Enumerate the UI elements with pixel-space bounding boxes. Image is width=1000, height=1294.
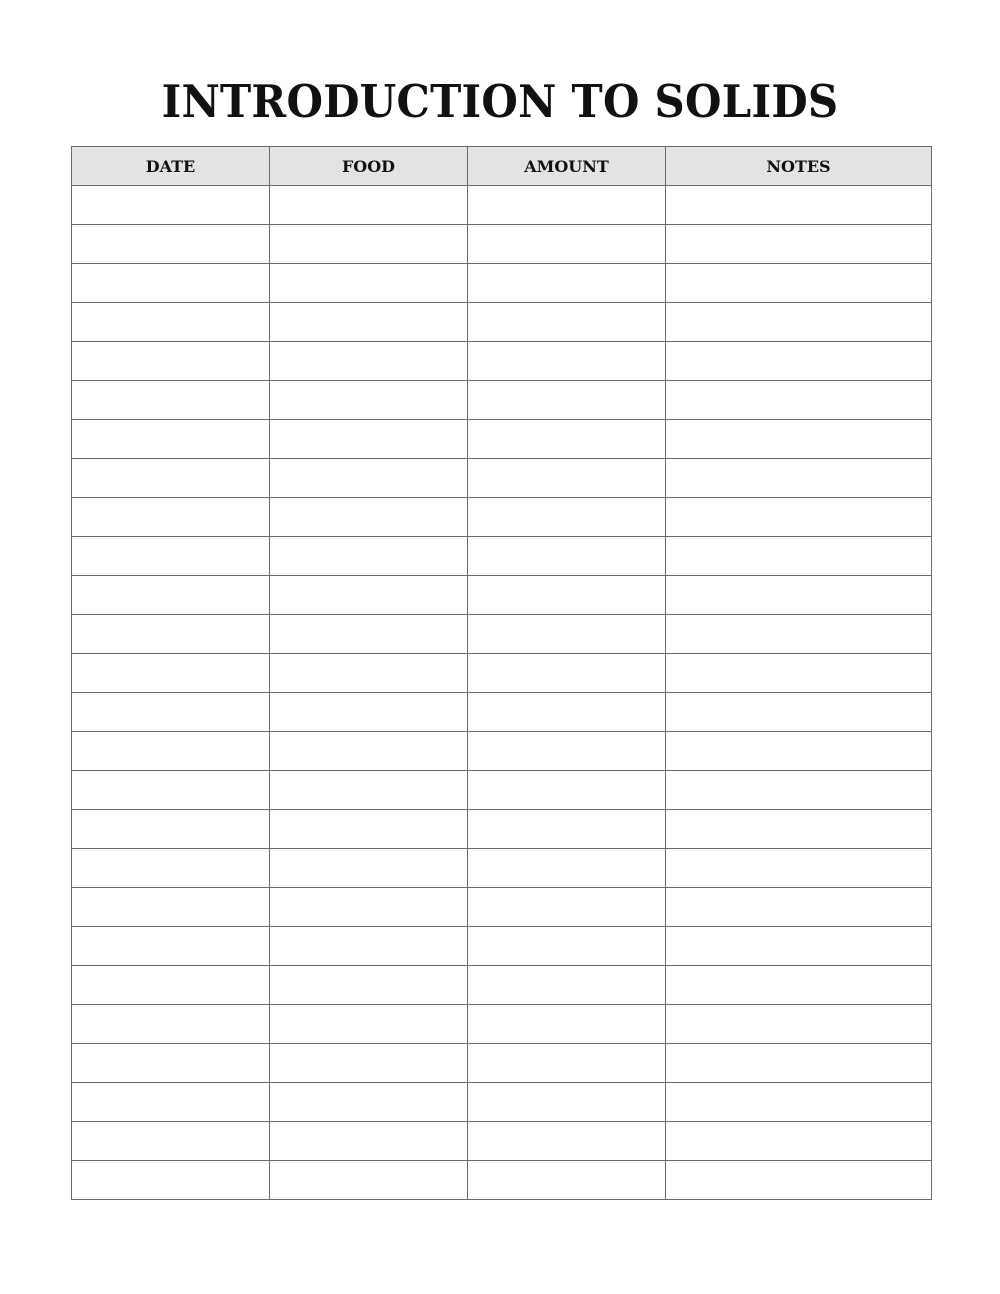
table-header-row	[72, 147, 932, 186]
cell-notes	[666, 966, 932, 1005]
table-row	[72, 576, 932, 615]
amount-entry-field[interactable]	[468, 693, 665, 731]
notes-entry-field[interactable]	[666, 225, 931, 263]
cell-date	[72, 693, 270, 732]
cell-food	[270, 576, 468, 615]
cell-food	[270, 771, 468, 810]
food-entry-field[interactable]	[270, 303, 467, 341]
column-header-amount: AMOUNT	[468, 147, 666, 186]
column-header-notes: NOTES	[666, 147, 932, 186]
date-entry-field[interactable]	[72, 186, 269, 224]
date-entry-field[interactable]	[72, 732, 269, 770]
food-entry-field[interactable]	[270, 381, 467, 419]
cell-amount	[468, 1044, 666, 1083]
amount-entry-field[interactable]	[468, 1044, 665, 1082]
notes-entry-field[interactable]	[666, 498, 931, 536]
cell-amount	[468, 693, 666, 732]
cell-date	[72, 966, 270, 1005]
cell-date	[72, 927, 270, 966]
cell-notes	[666, 498, 932, 537]
food-entry-field[interactable]	[270, 1005, 467, 1043]
column-header-food: FOOD	[270, 147, 468, 186]
amount-entry-field[interactable]	[468, 225, 665, 263]
notes-entry-field[interactable]	[666, 381, 931, 419]
table-row	[72, 732, 932, 771]
table-row	[72, 264, 932, 303]
cell-notes	[666, 615, 932, 654]
cell-notes	[666, 810, 932, 849]
cell-amount	[468, 537, 666, 576]
food-entry-field[interactable]	[270, 1044, 467, 1082]
date-entry-field[interactable]	[72, 264, 269, 302]
table-row	[72, 1161, 932, 1200]
date-entry-field[interactable]	[72, 1005, 269, 1043]
cell-date	[72, 225, 270, 264]
cell-food	[270, 615, 468, 654]
cell-date	[72, 1005, 270, 1044]
cell-amount	[468, 1083, 666, 1122]
cell-date	[72, 381, 270, 420]
cell-notes	[666, 888, 932, 927]
cell-notes	[666, 342, 932, 381]
cell-food	[270, 810, 468, 849]
cell-food	[270, 693, 468, 732]
amount-entry-field[interactable]	[468, 810, 665, 848]
cell-amount	[468, 927, 666, 966]
cell-notes	[666, 459, 932, 498]
cell-food	[270, 888, 468, 927]
cell-food	[270, 381, 468, 420]
notes-entry-field[interactable]	[666, 693, 931, 731]
notes-entry-field[interactable]	[666, 1044, 931, 1082]
food-entry-field[interactable]	[270, 498, 467, 536]
table-row	[72, 498, 932, 537]
table-row	[72, 1005, 932, 1044]
cell-food	[270, 927, 468, 966]
table-row	[72, 771, 932, 810]
cell-food	[270, 1122, 468, 1161]
cell-amount	[468, 576, 666, 615]
cell-notes	[666, 732, 932, 771]
table-row	[72, 303, 932, 342]
cell-food	[270, 186, 468, 225]
notes-entry-field[interactable]	[666, 732, 931, 770]
amount-entry-field[interactable]	[468, 849, 665, 887]
notes-entry-field[interactable]	[666, 927, 931, 965]
table-row	[72, 849, 932, 888]
date-entry-field[interactable]	[72, 927, 269, 965]
table-row	[72, 693, 932, 732]
cell-notes	[666, 576, 932, 615]
table-row	[72, 810, 932, 849]
food-entry-field[interactable]	[270, 615, 467, 653]
date-entry-field[interactable]	[72, 966, 269, 1004]
cell-date	[72, 1161, 270, 1200]
cell-date	[72, 1083, 270, 1122]
notes-entry-field[interactable]	[666, 654, 931, 692]
cell-date	[72, 498, 270, 537]
amount-entry-field[interactable]	[468, 771, 665, 809]
amount-entry-field[interactable]	[468, 654, 665, 692]
food-entry-field[interactable]	[270, 732, 467, 770]
date-entry-field[interactable]	[72, 303, 269, 341]
food-entry-field[interactable]	[270, 537, 467, 575]
food-entry-field[interactable]	[270, 225, 467, 263]
cell-amount	[468, 381, 666, 420]
cell-date	[72, 576, 270, 615]
amount-entry-field[interactable]	[468, 1005, 665, 1043]
cell-notes	[666, 264, 932, 303]
cell-food	[270, 1161, 468, 1200]
notes-entry-field[interactable]	[666, 1161, 931, 1199]
amount-entry-field[interactable]	[468, 303, 665, 341]
table-row	[72, 615, 932, 654]
table-row	[72, 225, 932, 264]
table-row	[72, 1044, 932, 1083]
date-entry-field[interactable]	[72, 849, 269, 887]
cell-food	[270, 537, 468, 576]
cell-food	[270, 303, 468, 342]
notes-entry-field[interactable]	[666, 342, 931, 380]
notes-entry-field[interactable]	[666, 966, 931, 1004]
cell-food	[270, 342, 468, 381]
cell-food	[270, 1044, 468, 1083]
date-entry-field[interactable]	[72, 225, 269, 263]
cell-amount	[468, 498, 666, 537]
cell-food	[270, 1005, 468, 1044]
notes-entry-field[interactable]	[666, 537, 931, 575]
solids-log-table	[71, 146, 932, 1200]
cell-date	[72, 732, 270, 771]
cell-amount	[468, 888, 666, 927]
amount-entry-field[interactable]	[468, 1083, 665, 1121]
cell-food	[270, 654, 468, 693]
column-header-date: DATE	[72, 147, 270, 186]
cell-food	[270, 225, 468, 264]
cell-notes	[666, 420, 932, 459]
food-entry-field[interactable]	[270, 1122, 467, 1160]
cell-notes	[666, 381, 932, 420]
cell-notes	[666, 537, 932, 576]
table-row	[72, 420, 932, 459]
cell-notes	[666, 1083, 932, 1122]
cell-amount	[468, 966, 666, 1005]
date-entry-field[interactable]	[72, 1083, 269, 1121]
notes-entry-field[interactable]	[666, 186, 931, 224]
food-entry-field[interactable]	[270, 654, 467, 692]
notes-entry-field[interactable]	[666, 1005, 931, 1043]
amount-entry-field[interactable]	[468, 576, 665, 614]
page-title: INTRODUCTION TO SOLIDS	[161, 75, 839, 128]
cell-date	[72, 420, 270, 459]
cell-notes	[666, 186, 932, 225]
table-row	[72, 927, 932, 966]
amount-entry-field[interactable]	[468, 420, 665, 458]
table-body	[72, 186, 932, 1200]
cell-amount	[468, 810, 666, 849]
table-row	[72, 186, 932, 225]
food-entry-field[interactable]	[270, 342, 467, 380]
cell-notes	[666, 1044, 932, 1083]
cell-food	[270, 498, 468, 537]
amount-entry-field[interactable]	[468, 732, 665, 770]
amount-entry-field[interactable]	[468, 537, 665, 575]
amount-entry-field[interactable]	[468, 186, 665, 224]
cell-date	[72, 849, 270, 888]
notes-entry-field[interactable]	[666, 576, 931, 614]
cell-notes	[666, 771, 932, 810]
amount-entry-field[interactable]	[468, 381, 665, 419]
cell-date	[72, 1044, 270, 1083]
cell-amount	[468, 1005, 666, 1044]
food-entry-field[interactable]	[270, 1083, 467, 1121]
cell-amount	[468, 654, 666, 693]
food-entry-field[interactable]	[270, 693, 467, 731]
notes-entry-field[interactable]	[666, 849, 931, 887]
cell-date	[72, 537, 270, 576]
cell-notes	[666, 927, 932, 966]
cell-amount	[468, 1161, 666, 1200]
food-entry-field[interactable]	[270, 1161, 467, 1199]
date-entry-field[interactable]	[72, 1161, 269, 1199]
cell-food	[270, 459, 468, 498]
cell-notes	[666, 849, 932, 888]
cell-amount	[468, 1122, 666, 1161]
notes-entry-field[interactable]	[666, 771, 931, 809]
cell-amount	[468, 420, 666, 459]
food-entry-field[interactable]	[270, 927, 467, 965]
cell-amount	[468, 225, 666, 264]
table-row	[72, 654, 932, 693]
food-entry-field[interactable]	[270, 966, 467, 1004]
cell-notes	[666, 693, 932, 732]
cell-amount	[468, 615, 666, 654]
cell-food	[270, 732, 468, 771]
date-entry-field[interactable]	[72, 693, 269, 731]
notes-entry-field[interactable]	[666, 810, 931, 848]
cell-notes	[666, 1122, 932, 1161]
date-entry-field[interactable]	[72, 537, 269, 575]
cell-date	[72, 615, 270, 654]
cell-amount	[468, 264, 666, 303]
notes-entry-field[interactable]	[666, 420, 931, 458]
food-entry-field[interactable]	[270, 186, 467, 224]
table-row	[72, 459, 932, 498]
amount-entry-field[interactable]	[468, 264, 665, 302]
cell-amount	[468, 849, 666, 888]
cell-amount	[468, 303, 666, 342]
notes-entry-field[interactable]	[666, 264, 931, 302]
cell-amount	[468, 459, 666, 498]
food-entry-field[interactable]	[270, 576, 467, 614]
cell-food	[270, 264, 468, 303]
food-entry-field[interactable]	[270, 420, 467, 458]
date-entry-field[interactable]	[72, 615, 269, 653]
date-entry-field[interactable]	[72, 771, 269, 809]
amount-entry-field[interactable]	[468, 459, 665, 497]
food-entry-field[interactable]	[270, 888, 467, 926]
date-entry-field[interactable]	[72, 498, 269, 536]
date-entry-field[interactable]	[72, 1044, 269, 1082]
cell-date	[72, 810, 270, 849]
date-entry-field[interactable]	[72, 381, 269, 419]
cell-food	[270, 1083, 468, 1122]
cell-date	[72, 654, 270, 693]
date-entry-field[interactable]	[72, 342, 269, 380]
cell-date	[72, 303, 270, 342]
date-entry-field[interactable]	[72, 888, 269, 926]
table-row	[72, 1122, 932, 1161]
amount-entry-field[interactable]	[468, 888, 665, 926]
cell-date	[72, 1122, 270, 1161]
notes-entry-field[interactable]	[666, 1083, 931, 1121]
cell-notes	[666, 1161, 932, 1200]
date-entry-field[interactable]	[72, 654, 269, 692]
amount-entry-field[interactable]	[468, 615, 665, 653]
cell-date	[72, 342, 270, 381]
date-entry-field[interactable]	[72, 810, 269, 848]
notes-entry-field[interactable]	[666, 615, 931, 653]
table-row	[72, 537, 932, 576]
cell-notes	[666, 225, 932, 264]
food-entry-field[interactable]	[270, 264, 467, 302]
amount-entry-field[interactable]	[468, 342, 665, 380]
table-row	[72, 381, 932, 420]
notes-entry-field[interactable]	[666, 459, 931, 497]
food-entry-field[interactable]	[270, 810, 467, 848]
amount-entry-field[interactable]	[468, 927, 665, 965]
food-entry-field[interactable]	[270, 849, 467, 887]
cell-date	[72, 264, 270, 303]
cell-amount	[468, 186, 666, 225]
date-entry-field[interactable]	[72, 576, 269, 614]
cell-date	[72, 771, 270, 810]
table-row	[72, 966, 932, 1005]
notes-entry-field[interactable]	[666, 1122, 931, 1160]
cell-date	[72, 186, 270, 225]
amount-entry-field[interactable]	[468, 1122, 665, 1160]
table-row	[72, 342, 932, 381]
cell-date	[72, 888, 270, 927]
food-entry-field[interactable]	[270, 771, 467, 809]
amount-entry-field[interactable]	[468, 498, 665, 536]
table-row	[72, 888, 932, 927]
cell-date	[72, 459, 270, 498]
cell-amount	[468, 342, 666, 381]
cell-notes	[666, 303, 932, 342]
cell-notes	[666, 654, 932, 693]
date-entry-field[interactable]	[72, 420, 269, 458]
cell-amount	[468, 732, 666, 771]
amount-entry-field[interactable]	[468, 1161, 665, 1199]
amount-entry-field[interactable]	[468, 966, 665, 1004]
cell-notes	[666, 1005, 932, 1044]
cell-amount	[468, 771, 666, 810]
notes-entry-field[interactable]	[666, 888, 931, 926]
table-row	[72, 1083, 932, 1122]
cell-food	[270, 849, 468, 888]
date-entry-field[interactable]	[72, 459, 269, 497]
cell-food	[270, 966, 468, 1005]
cell-food	[270, 420, 468, 459]
date-entry-field[interactable]	[72, 1122, 269, 1160]
notes-entry-field[interactable]	[666, 303, 931, 341]
food-entry-field[interactable]	[270, 459, 467, 497]
